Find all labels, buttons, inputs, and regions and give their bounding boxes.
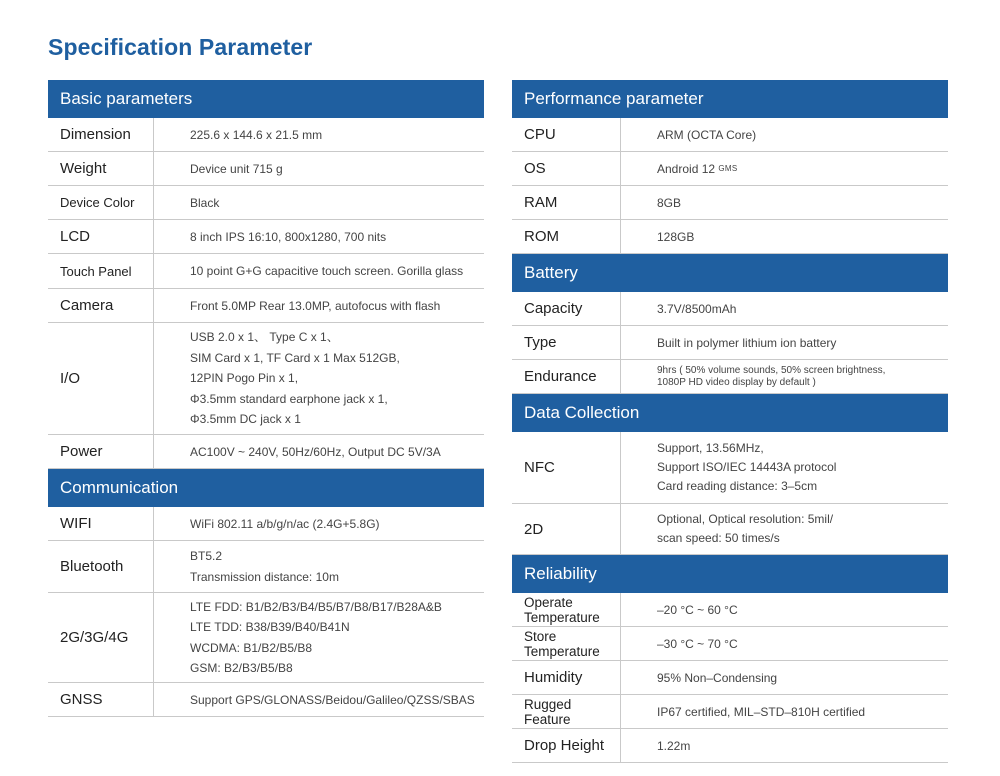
spec-value: –20 °C ~ 60 °C <box>657 602 738 617</box>
spec-value: 8 inch IPS 16:10, 800x1280, 700 nits <box>190 229 387 244</box>
spec-label: Device Color <box>48 186 154 219</box>
spec-value-line: USB 2.0 x 1、 Type C x 1、 <box>190 330 339 345</box>
spec-label <box>512 627 621 660</box>
spec-value-line: LTE TDD: B38/B39/B40/B41N <box>190 620 350 634</box>
spec-label: Endurance <box>512 360 621 393</box>
spec-row-io <box>48 323 484 435</box>
spec-row-2d <box>512 504 948 555</box>
spec-value: IP67 certified, MIL–STD–810H certified <box>657 704 866 719</box>
left-column <box>48 80 484 717</box>
spec-value: Built in polymer lithium ion battery <box>657 335 837 350</box>
spec-value: 8GB <box>657 195 682 210</box>
spec-row-humidity <box>512 661 948 695</box>
spec-label-line: Store <box>524 628 557 644</box>
spec-row-operate-temperature <box>512 593 948 627</box>
spec-value-line: Φ3.5mm DC jack x 1 <box>190 412 301 427</box>
section-header-communication: Communication <box>48 469 484 507</box>
spec-value-line: Support ISO/IEC 14443A protocol <box>657 460 837 474</box>
spec-value: Support GPS/GLONASS/Beidou/Galileo/QZSS/SBAS <box>190 692 475 707</box>
spec-label: Weight <box>48 152 154 185</box>
spec-value: WiFi 802.11 a/b/g/n/ac (2.4G+5.8G) <box>190 516 380 531</box>
spec-row-dimension <box>48 118 484 152</box>
page-title: Specification Parameter <box>48 34 313 60</box>
spec-label: Camera <box>48 289 154 322</box>
spec-row-cpu <box>512 118 948 152</box>
spec-row-camera <box>48 289 484 323</box>
spec-label-line: Operate <box>524 594 573 610</box>
os-value: Android 12 <box>657 161 716 176</box>
section-header-data-collection: Data Collection <box>512 394 948 432</box>
spec-value-line: 1080P HD video display by default ) <box>657 376 816 388</box>
spec-value-line: SIM Card x 1, TF Card x 1 Max 512GB, <box>190 350 400 365</box>
spec-label: I/O <box>48 323 154 434</box>
spec-row-wifi <box>48 507 484 541</box>
section-header-battery: Battery <box>512 254 948 292</box>
spec-value: 10 point G+G capacitive touch screen. Gorilla glass <box>190 264 464 278</box>
spec-label <box>512 695 621 728</box>
spec-row-rugged-feature <box>512 695 948 729</box>
section-header-reliability: Reliability <box>512 555 948 593</box>
spec-label: CPU <box>512 118 621 151</box>
spec-label: NFC <box>512 432 621 503</box>
spec-value <box>621 152 948 185</box>
spec-row-power <box>48 435 484 469</box>
spec-row-cellular <box>48 593 484 683</box>
spec-label: RAM <box>512 186 621 219</box>
spec-label-line: Rugged <box>524 696 572 712</box>
spec-value-line: 9hrs ( 50% volume sounds, 50% screen brightness, <box>657 364 886 376</box>
spec-row-device-color <box>48 186 484 220</box>
spec-value-line: scan speed: 50 times/s <box>657 531 780 545</box>
spec-value <box>621 432 948 503</box>
spec-row-touch-panel <box>48 254 484 289</box>
spec-value: –30 °C ~ 70 °C <box>657 636 738 651</box>
spec-row-os <box>512 152 948 186</box>
spec-row-lcd <box>48 220 484 254</box>
spec-value-line: Optional, Optical resolution: 5mil/ <box>657 512 834 526</box>
spec-value: 225.6 x 144.6 x 21.5 mm <box>190 127 323 142</box>
spec-value-line: WCDMA: B1/B2/B5/B8 <box>190 640 313 655</box>
spec-label: Dimension <box>48 118 154 151</box>
spec-label: OS <box>512 152 621 185</box>
spec-value: 3.7V/8500mAh <box>657 301 737 316</box>
spec-row-type <box>512 326 948 360</box>
spec-value-line: GSM: B2/B3/B5/B8 <box>190 661 293 675</box>
spec-value: Front 5.0MP Rear 13.0MP, autofocus with flash <box>190 298 441 313</box>
spec-label: ROM <box>512 220 621 253</box>
section-header-basic: Basic parameters <box>48 80 484 118</box>
spec-label: Bluetooth <box>48 541 154 592</box>
spec-label: 2G/3G/4G <box>48 593 154 682</box>
spec-row-endurance <box>512 360 948 394</box>
spec-row-store-temperature <box>512 627 948 661</box>
section-header-performance: Performance parameter <box>512 80 948 118</box>
spec-value-line: Φ3.5mm standard earphone jack x 1, <box>190 391 388 406</box>
spec-value: Black <box>190 195 220 210</box>
spec-value-line: LTE FDD: B1/B2/B3/B4/B5/B7/B8/B17/B28A&B <box>190 599 442 614</box>
spec-row-rom <box>512 220 948 254</box>
spec-value <box>154 593 484 682</box>
spec-value-line: 12PIN Pogo Pin x 1, <box>190 371 299 386</box>
spec-row-gnss <box>48 683 484 717</box>
spec-value: 1.22m <box>657 738 691 753</box>
spec-value <box>154 323 484 434</box>
spec-row-bluetooth <box>48 541 484 593</box>
spec-value <box>621 504 948 554</box>
gms-suffix: GMS <box>718 164 738 173</box>
spec-label: Drop Height <box>512 729 621 762</box>
spec-value-line: Card reading distance: 3–5cm <box>657 479 818 493</box>
spec-label: Touch Panel <box>48 254 154 288</box>
spec-row-capacity <box>512 292 948 326</box>
spec-label: Humidity <box>512 661 621 694</box>
spec-row-nfc <box>512 432 948 504</box>
spec-label-line: Temperature <box>524 643 600 659</box>
right-column <box>512 80 948 763</box>
spec-value-line: BT5.2 <box>190 549 223 563</box>
spec-value-line: Support, 13.56MHz, <box>657 441 764 455</box>
spec-label: LCD <box>48 220 154 253</box>
spec-value: Device unit 715 g <box>190 161 283 176</box>
spec-row-weight <box>48 152 484 186</box>
spec-label: Capacity <box>512 292 621 325</box>
spec-value: ARM (OCTA Core) <box>657 127 757 142</box>
spec-label: WIFI <box>48 507 154 540</box>
spec-label <box>512 593 621 626</box>
spec-value: 95% Non–Condensing <box>657 670 778 685</box>
spec-row-drop-height <box>512 729 948 763</box>
spec-label: GNSS <box>48 683 154 716</box>
spec-label: Type <box>512 326 621 359</box>
spec-value-line: Transmission distance: 10m <box>190 569 339 584</box>
spec-value <box>154 541 484 592</box>
spec-value: 128GB <box>657 229 695 244</box>
spec-label: Power <box>48 435 154 468</box>
spec-label-line: Temperature <box>524 609 600 625</box>
spec-label-line: Feature <box>524 711 571 727</box>
spec-label: 2D <box>512 504 621 554</box>
spec-value <box>621 360 948 393</box>
spec-row-ram <box>512 186 948 220</box>
spec-value: AC100V ~ 240V, 50Hz/60Hz, Output DC 5V/3A <box>190 444 441 459</box>
